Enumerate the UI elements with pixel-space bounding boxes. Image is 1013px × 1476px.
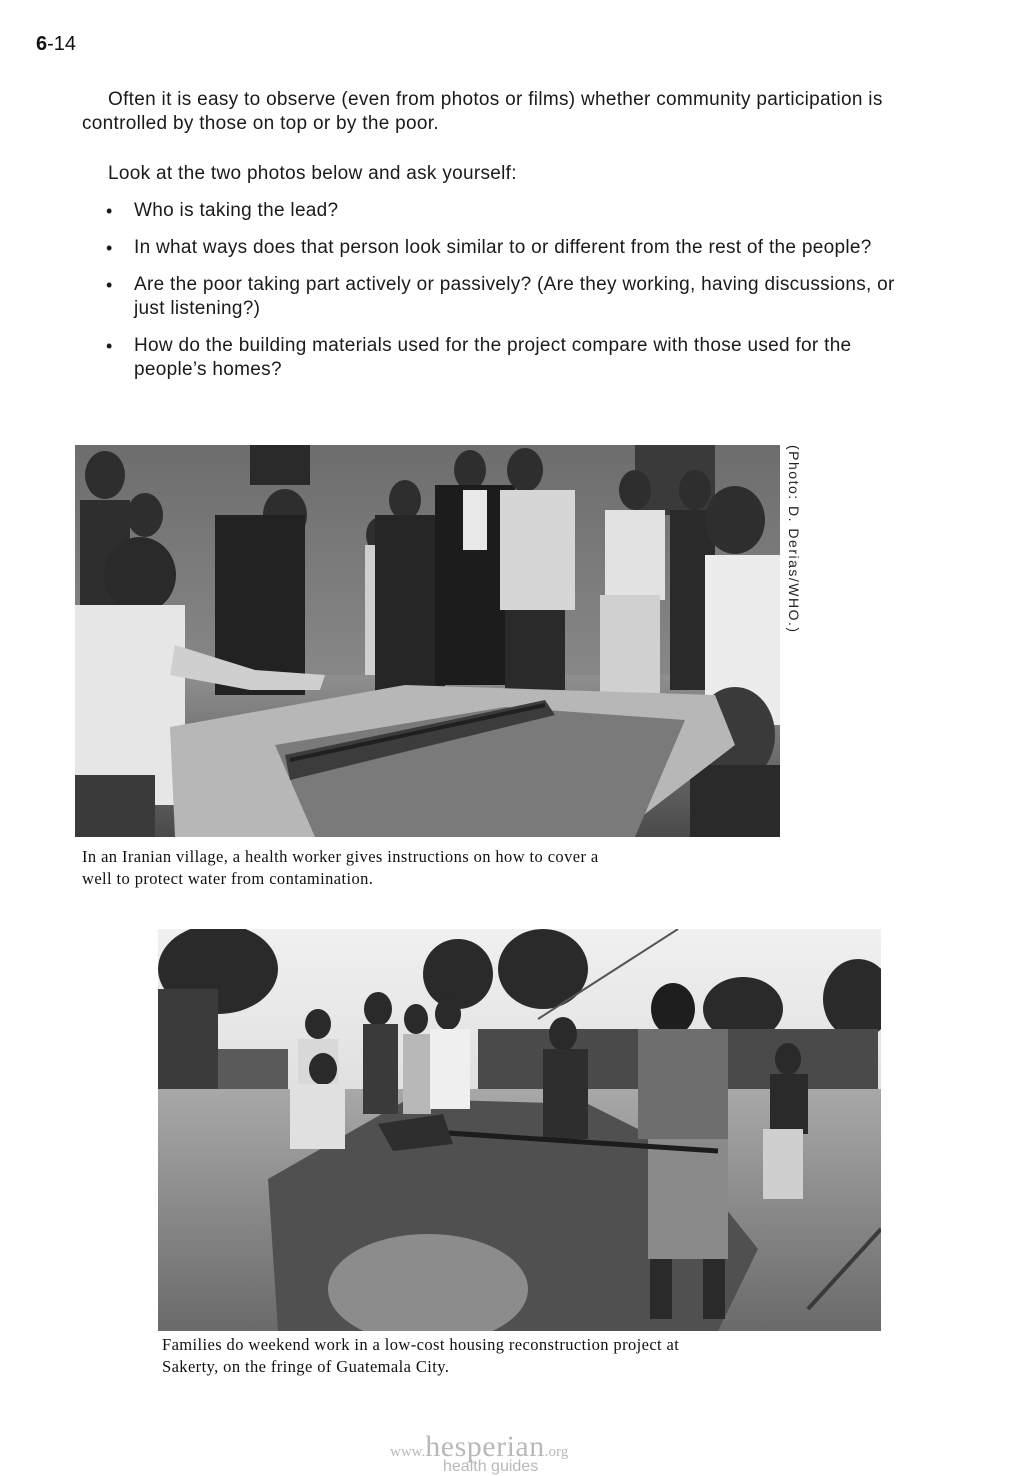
page-number-chapter: 6 xyxy=(36,33,48,55)
question-item: • Who is taking the lead? xyxy=(104,199,904,223)
footer-subtitle: health guides xyxy=(443,1458,539,1475)
photo-iranian-village-image xyxy=(75,445,780,837)
photo-iranian-village xyxy=(75,445,780,837)
footer-org: .org xyxy=(544,1444,569,1460)
caption-iranian-village: In an Iranian village, a health worker gives instructions on how to cover a well to protect water from contamination. xyxy=(82,847,599,888)
question-item: • How do the building materials used for the project compare with those used for the people’s homes? xyxy=(104,334,904,382)
question-item: • Are the poor taking part actively or passively? (Are they working, having discussions, or just listening?) xyxy=(104,273,904,321)
photo-credit: (Photo: D. Derias/WHO.) xyxy=(786,445,802,634)
question-list xyxy=(104,199,904,395)
intro xyxy=(82,88,902,136)
photo-guatemala-housing-image xyxy=(158,929,881,1331)
prompt-text: Look at the two photos below and ask yourself: xyxy=(108,163,517,184)
page-number-page: -14 xyxy=(47,33,77,55)
footer-brand: hesperian xyxy=(425,1430,545,1463)
question-item: • In what ways does that person look similar to or different from the rest of the people? xyxy=(104,236,904,260)
photo-guatemala-housing xyxy=(158,929,881,1331)
intro-paragraph: Often it is easy to observe (even from photos or films) whether community participation is controlled by those on top or by the poor. xyxy=(82,89,883,134)
footer-www: www. xyxy=(390,1444,426,1460)
footer-hesperian-logo[interactable] xyxy=(390,1430,630,1475)
caption-guatemala-housing: Families do weekend work in a low-cost housing reconstruction project at Sakerty, on the fringe of Guatemala City. xyxy=(162,1335,680,1376)
page-number xyxy=(36,33,76,56)
